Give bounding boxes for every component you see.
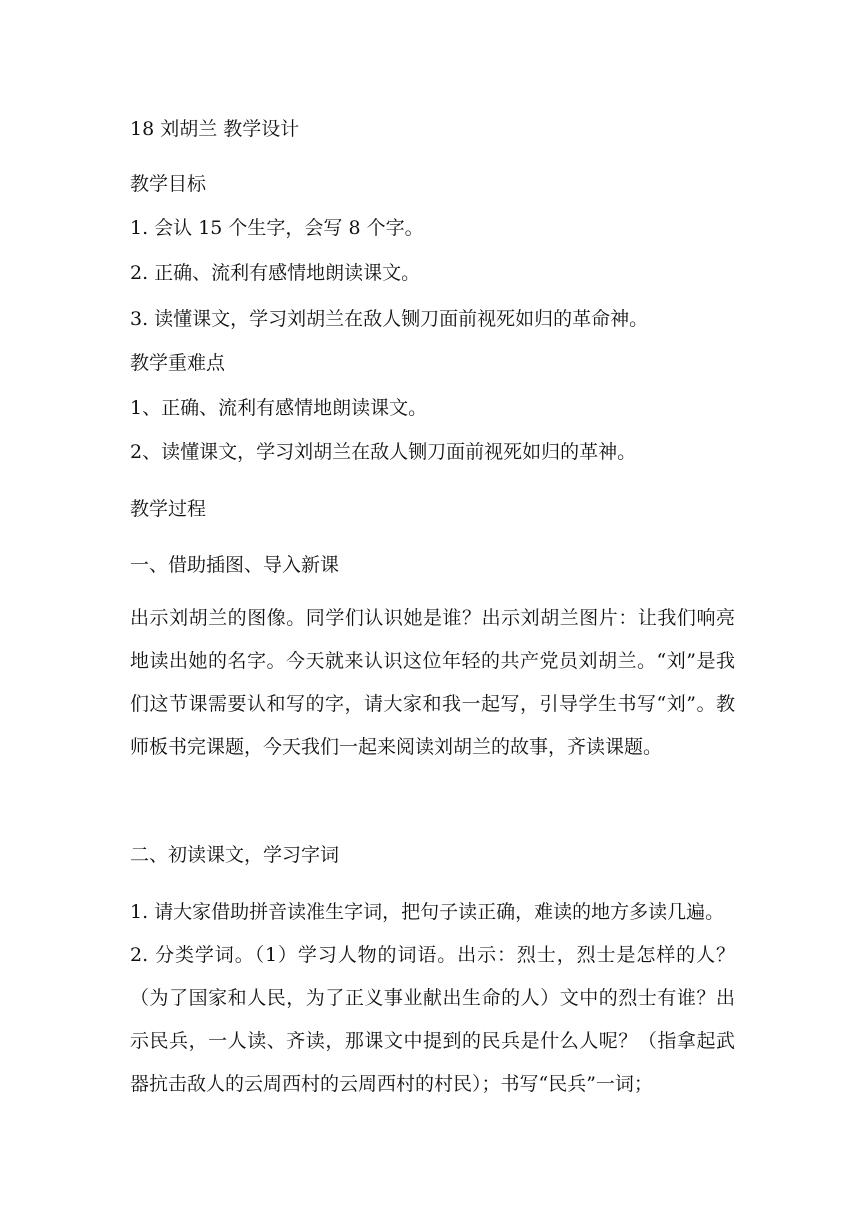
section-1-body: 出示刘胡兰的图像。同学们认识她是谁？出示刘胡兰图片：让我们响亮地读出她的名字。今天就来认识这位年轻的共产党员刘胡兰。“刘”是我们这节课需要认和写的字，请大家和我一起写，引导学生书写“刘”。教师板书完课题，今天我们一起来阅读刘胡兰的故事，齐读课题。 <box>130 607 735 758</box>
key-points-heading: 教学重难点 <box>130 352 226 374</box>
key-point-item-2: 2、读懂课文，学习刘胡兰在敌人铡刀面前视死如归的革神。 <box>130 441 637 463</box>
objective-item-3: 3. 读懂课文，学习刘胡兰在敌人铡刀面前视死如归的革命神。 <box>130 308 649 330</box>
objectives-heading: 教学目标 <box>130 173 207 195</box>
objective-item-2: 2. 正确、流利有感情地朗读课文。 <box>130 262 421 284</box>
section-2-item-2: 2. 分类学词。（1）学习人物的词语。出示：烈士，烈士是怎样的人？（为了国家和人民，为了正义事业献出生命的人）文中的烈士有谁？出示民兵，一人读、齐读，那课文中提到的民兵是什么人呢？（指拿起武器抗击敌人的云周西村的云周西村的村民）；书写“民兵”一词； <box>130 944 735 1095</box>
section-1-heading: 一、借助插图、导入新课 <box>130 554 340 576</box>
process-heading: 教学过程 <box>130 498 207 520</box>
objective-item-1: 1. 会认 15 个生字，会写 8 个字。 <box>130 217 424 239</box>
section-2-heading: 二、初读课文，学习字词 <box>130 844 340 866</box>
key-point-item-1: 1、正确、流利有感情地朗读课文。 <box>130 397 428 419</box>
document-title: 18 刘胡兰 教学设计 <box>130 118 300 140</box>
section-2-item-1: 1. 请大家借助拼音读准生字词，把句子读正确，难读的地方多读几遍。 <box>130 901 725 923</box>
